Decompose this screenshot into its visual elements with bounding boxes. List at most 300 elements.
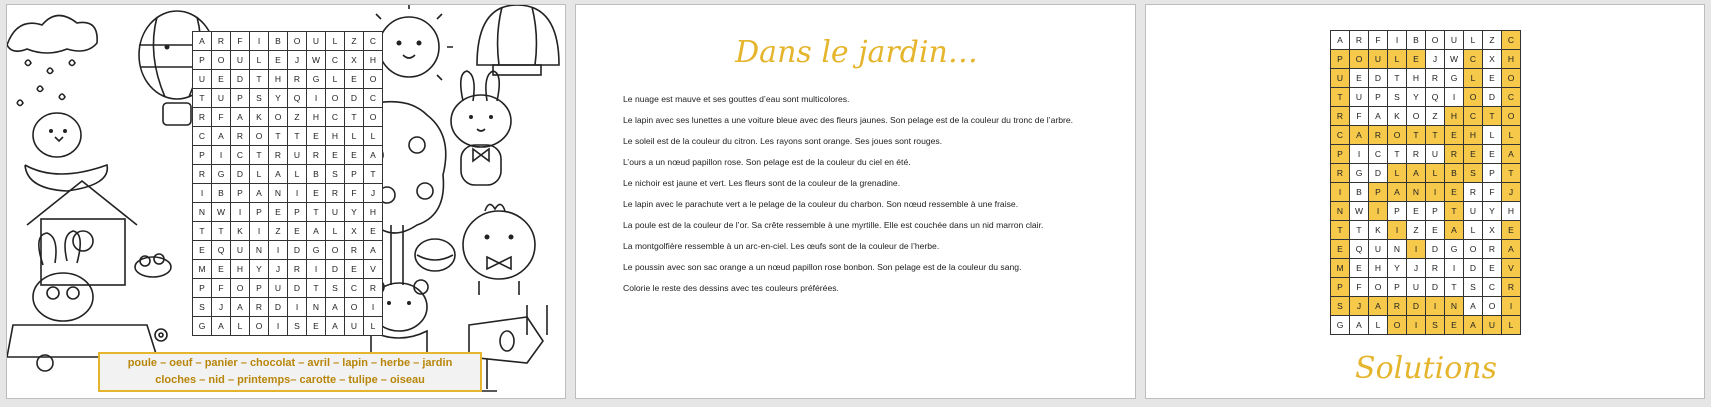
grid-cell: Y <box>345 203 364 222</box>
grid-cell: C <box>364 89 383 108</box>
grid-cell: O <box>326 241 345 260</box>
grid-cell: T <box>345 108 364 127</box>
grid-cell: E <box>1407 202 1426 221</box>
grid-cell: C <box>326 108 345 127</box>
grid-cell: E <box>307 127 326 146</box>
instruction-line: Colorie le reste des dessins avec tes couleurs préférées. <box>623 283 839 293</box>
instructions-page <box>575 4 1136 399</box>
grid-cell: L <box>1483 126 1502 145</box>
grid-cell: Z <box>1407 221 1426 240</box>
grid-cell: C <box>193 127 212 146</box>
grid-cell: C <box>364 32 383 51</box>
grid-cell: L <box>1464 221 1483 240</box>
grid-cell: N <box>193 203 212 222</box>
grid-cell: E <box>1407 50 1426 69</box>
grid-cell: Z <box>288 108 307 127</box>
grid-cell: Y <box>1388 259 1407 278</box>
grid-cell: U <box>1426 145 1445 164</box>
grid-cell: Y <box>1483 202 1502 221</box>
grid-cell: I <box>307 89 326 108</box>
grid-cell: R <box>250 298 269 317</box>
grid-cell: I <box>1388 31 1407 50</box>
grid-cell: T <box>1445 202 1464 221</box>
grid-cell: S <box>1331 297 1350 316</box>
grid-cell: U <box>1445 31 1464 50</box>
grid-cell: C <box>1483 278 1502 297</box>
grid-cell: E <box>288 222 307 241</box>
grid-cell: Q <box>1350 240 1369 259</box>
grid-cell: R <box>193 165 212 184</box>
grid-cell: P <box>1369 88 1388 107</box>
grid-cell: U <box>1369 240 1388 259</box>
grid-cell: R <box>193 108 212 127</box>
grid-cell: B <box>269 32 288 51</box>
grid-cell: T <box>1407 126 1426 145</box>
grid-cell: I <box>231 203 250 222</box>
grid-cell: A <box>364 241 383 260</box>
grid-cell: A <box>231 298 250 317</box>
grid-cell: B <box>307 165 326 184</box>
page-title: Dans le jardin… <box>735 35 978 70</box>
grid-cell: L <box>326 70 345 89</box>
grid-cell: A <box>1331 31 1350 50</box>
grid-cell: G <box>307 241 326 260</box>
grid-cell: D <box>269 298 288 317</box>
grid-cell: E <box>1483 259 1502 278</box>
grid-cell: X <box>1483 50 1502 69</box>
grid-cell: T <box>288 127 307 146</box>
grid-cell: U <box>1331 69 1350 88</box>
grid-cell: G <box>193 317 212 336</box>
grid-cell: J <box>1502 183 1521 202</box>
grid-cell: R <box>212 32 231 51</box>
grid-cell: U <box>345 317 364 336</box>
grid-cell: A <box>250 184 269 203</box>
grid-cell: E <box>1483 69 1502 88</box>
grid-cell: I <box>193 184 212 203</box>
grid-cell: A <box>1350 126 1369 145</box>
grid-cell: I <box>364 298 383 317</box>
grid-cell: E <box>364 222 383 241</box>
grid-cell: C <box>1369 145 1388 164</box>
grid-cell: C <box>1502 31 1521 50</box>
grid-cell: R <box>1331 107 1350 126</box>
grid-cell: L <box>364 317 383 336</box>
grid-cell: I <box>1502 297 1521 316</box>
grid-cell: A <box>269 165 288 184</box>
grid-cell: O <box>288 32 307 51</box>
grid-cell: U <box>307 32 326 51</box>
grid-cell: P <box>250 203 269 222</box>
instruction-line: Le soleil est de la couleur du citron. Les rayons sont orange. Ses joues sont rouges. <box>623 136 943 146</box>
grid-cell: O <box>212 51 231 70</box>
instruction-line: Le lapin avec ses lunettes a une voiture bleue avec des fleurs jaunes. Son pelage est de la couleur du tronc de l’arbre. <box>623 115 1074 125</box>
grid-cell: B <box>1407 31 1426 50</box>
grid-cell: X <box>345 51 364 70</box>
grid-cell: T <box>307 279 326 298</box>
word-list-box <box>98 352 482 392</box>
grid-cell: T <box>1426 126 1445 145</box>
grid-cell: T <box>1388 145 1407 164</box>
grid-cell: Z <box>345 32 364 51</box>
grid-cell: I <box>307 260 326 279</box>
grid-cell: H <box>326 127 345 146</box>
grid-cell: D <box>1426 278 1445 297</box>
instruction-line: L’ours a un nœud papillon rose. Son pelage est de la couleur du ciel en été. <box>623 157 911 167</box>
grid-cell: I <box>250 222 269 241</box>
grid-cell: P <box>1426 202 1445 221</box>
grid-cell: N <box>1445 297 1464 316</box>
grid-cell: H <box>364 51 383 70</box>
grid-cell: P <box>250 279 269 298</box>
grid-cell: L <box>1388 50 1407 69</box>
grid-cell: A <box>231 108 250 127</box>
grid-cell: R <box>1464 183 1483 202</box>
grid-cell: Y <box>269 89 288 108</box>
solutions-title: Solutions <box>1355 351 1497 386</box>
instruction-line: Le lapin avec le parachute vert a le pelage de la couleur du charbon. Son nœud ressemble à une fraise. <box>623 199 1019 209</box>
grid-cell: O <box>345 298 364 317</box>
grid-cell: P <box>193 279 212 298</box>
grid-cell: O <box>1464 88 1483 107</box>
grid-cell: N <box>269 184 288 203</box>
grid-cell: D <box>1369 164 1388 183</box>
grid-cell: I <box>1331 183 1350 202</box>
grid-cell: W <box>1445 50 1464 69</box>
grid-cell: B <box>1350 183 1369 202</box>
coloring-page <box>6 4 566 399</box>
grid-cell: A <box>212 317 231 336</box>
grid-cell: O <box>1502 107 1521 126</box>
grid-cell: I <box>250 32 269 51</box>
grid-cell: I <box>1407 240 1426 259</box>
grid-cell: U <box>288 146 307 165</box>
instruction-line: La poule est de la couleur de l’or. Sa crête ressemble à une myrtille. Elle est couchée dans un nid marron clair. <box>623 220 1044 230</box>
grid-cell: J <box>212 298 231 317</box>
grid-cell: R <box>288 260 307 279</box>
grid-cell: J <box>364 184 383 203</box>
grid-cell: I <box>1426 297 1445 316</box>
grid-cell: O <box>1483 297 1502 316</box>
grid-cell: J <box>1426 50 1445 69</box>
grid-cell: L <box>345 127 364 146</box>
grid-cell: L <box>1388 164 1407 183</box>
grid-cell: T <box>269 127 288 146</box>
grid-cell: R <box>1388 297 1407 316</box>
grid-cell: U <box>193 70 212 89</box>
grid-cell: E <box>345 70 364 89</box>
grid-cell: A <box>1464 297 1483 316</box>
grid-cell: U <box>1407 278 1426 297</box>
grid-cell: T <box>1331 221 1350 240</box>
grid-cell: J <box>1350 297 1369 316</box>
grid-cell: E <box>345 260 364 279</box>
grid-cell: U <box>231 241 250 260</box>
grid-cell: R <box>1502 278 1521 297</box>
grid-cell: I <box>269 241 288 260</box>
grid-cell: E <box>1502 221 1521 240</box>
grid-cell: A <box>1407 164 1426 183</box>
grid-cell: X <box>1483 221 1502 240</box>
grid-cell: S <box>288 317 307 336</box>
grid-cell: O <box>364 108 383 127</box>
grid-cell: E <box>1483 145 1502 164</box>
grid-cell: K <box>231 222 250 241</box>
grid-cell: Z <box>1483 31 1502 50</box>
grid-cell: B <box>212 184 231 203</box>
grid-cell: O <box>1502 69 1521 88</box>
grid-cell: O <box>231 279 250 298</box>
grid-cell: L <box>326 222 345 241</box>
grid-cell: R <box>288 70 307 89</box>
grid-cell: T <box>1350 221 1369 240</box>
grid-cell: M <box>1331 259 1350 278</box>
grid-cell: T <box>250 146 269 165</box>
grid-cell: T <box>364 165 383 184</box>
grid-cell: G <box>1331 316 1350 335</box>
grid-cell: K <box>1369 221 1388 240</box>
grid-cell: R <box>1407 145 1426 164</box>
grid-cell: D <box>231 165 250 184</box>
grid-cell: E <box>193 241 212 260</box>
grid-cell: A <box>1350 316 1369 335</box>
grid-cell: G <box>307 70 326 89</box>
grid-cell: A <box>1369 107 1388 126</box>
grid-cell: D <box>231 70 250 89</box>
grid-cell: D <box>1483 88 1502 107</box>
grid-cell: L <box>250 165 269 184</box>
grid-cell: U <box>326 203 345 222</box>
grid-cell: P <box>193 51 212 70</box>
grid-cell: L <box>326 32 345 51</box>
grid-cell: R <box>1445 145 1464 164</box>
grid-cell: F <box>1369 31 1388 50</box>
grid-cell: G <box>1445 240 1464 259</box>
grid-cell: P <box>1331 50 1350 69</box>
grid-cell: E <box>1445 126 1464 145</box>
grid-cell: E <box>307 184 326 203</box>
grid-cell: L <box>1502 316 1521 335</box>
grid-cell: H <box>1407 69 1426 88</box>
grid-cell: C <box>1464 50 1483 69</box>
word-list-line-2: cloches – nid – printemps– carotte – tulipe – oiseau <box>155 374 425 386</box>
grid-cell: U <box>212 89 231 108</box>
grid-cell: A <box>193 32 212 51</box>
grid-cell: U <box>1369 50 1388 69</box>
word-list-line-1: poule – oeuf – panier – chocolat – avril – lapin – herbe – jardin <box>127 357 453 369</box>
grid-cell: U <box>1350 88 1369 107</box>
grid-cell: T <box>1331 88 1350 107</box>
grid-cell: V <box>1502 259 1521 278</box>
chick-with-bowtie-icon <box>463 204 535 295</box>
raindrops-icon <box>17 60 75 106</box>
grid-cell: E <box>269 203 288 222</box>
grid-cell: D <box>1369 69 1388 88</box>
grid-cell: L <box>1464 69 1483 88</box>
grid-cell: L <box>231 317 250 336</box>
cloud-icon <box>7 15 97 53</box>
solution-grid <box>1330 30 1521 335</box>
grid-cell: G <box>1445 69 1464 88</box>
grid-cell: N <box>1331 202 1350 221</box>
grid-cell: I <box>1388 221 1407 240</box>
grid-cell: E <box>1464 145 1483 164</box>
grid-cell: I <box>1445 259 1464 278</box>
grid-cell: S <box>193 298 212 317</box>
grid-cell: S <box>1426 316 1445 335</box>
grid-cell: J <box>1407 259 1426 278</box>
grid-cell: H <box>1445 107 1464 126</box>
grid-cell: P <box>231 89 250 108</box>
grid-cell: L <box>1464 31 1483 50</box>
grid-cell: H <box>1502 50 1521 69</box>
grid-cell: L <box>1426 164 1445 183</box>
grid-cell: S <box>1388 88 1407 107</box>
bunny-with-bowtie-icon <box>451 71 511 185</box>
grid-cell: P <box>288 203 307 222</box>
grid-cell: K <box>1388 107 1407 126</box>
grid-cell: F <box>231 32 250 51</box>
grid-cell: A <box>307 222 326 241</box>
grid-cell: I <box>288 184 307 203</box>
grid-cell: Z <box>269 222 288 241</box>
grid-cell: P <box>1388 278 1407 297</box>
grid-cell: S <box>1464 164 1483 183</box>
grid-cell: S <box>326 279 345 298</box>
grid-cell: E <box>1445 183 1464 202</box>
grid-cell: A <box>1502 240 1521 259</box>
grid-cell: W <box>1350 202 1369 221</box>
grid-cell: H <box>1502 202 1521 221</box>
grid-cell: T <box>250 70 269 89</box>
grid-cell: O <box>364 70 383 89</box>
grid-cell: F <box>212 279 231 298</box>
grid-cell: O <box>1388 316 1407 335</box>
grid-cell: U <box>269 279 288 298</box>
grid-cell: I <box>288 298 307 317</box>
grid-cell: I <box>269 317 288 336</box>
grid-cell: R <box>345 241 364 260</box>
grid-cell: T <box>193 89 212 108</box>
grid-cell: E <box>1426 221 1445 240</box>
grid-cell: R <box>231 127 250 146</box>
grid-cell: O <box>1426 31 1445 50</box>
grid-cell: D <box>1426 240 1445 259</box>
hen-in-nest-icon <box>25 113 107 191</box>
grid-cell: O <box>1369 278 1388 297</box>
word-search-grid <box>192 31 383 336</box>
grid-cell: L <box>288 165 307 184</box>
grid-cell: S <box>250 89 269 108</box>
grid-cell: F <box>212 108 231 127</box>
grid-cell: O <box>326 89 345 108</box>
grid-cell: E <box>212 70 231 89</box>
grid-cell: N <box>1407 183 1426 202</box>
grid-cell: O <box>1464 240 1483 259</box>
grid-cell: P <box>345 165 364 184</box>
grid-cell: X <box>345 222 364 241</box>
grid-cell: J <box>269 260 288 279</box>
grid-cell: T <box>212 222 231 241</box>
grid-cell: I <box>1407 316 1426 335</box>
grid-cell: H <box>1369 259 1388 278</box>
grid-cell: C <box>1331 126 1350 145</box>
grid-cell: Q <box>212 241 231 260</box>
grid-cell: R <box>269 146 288 165</box>
grid-cell: R <box>1483 240 1502 259</box>
grid-cell: T <box>1445 278 1464 297</box>
grid-cell: I <box>1426 183 1445 202</box>
grid-cell: L <box>250 51 269 70</box>
grid-cell: A <box>1388 183 1407 202</box>
grid-cell: L <box>1369 316 1388 335</box>
grid-cell: C <box>1502 88 1521 107</box>
grid-cell: P <box>1388 202 1407 221</box>
grid-cell: G <box>212 165 231 184</box>
grid-cell: A <box>364 146 383 165</box>
grid-cell: K <box>250 108 269 127</box>
coloring-instructions <box>623 93 1093 303</box>
grid-cell: J <box>288 51 307 70</box>
grid-cell: R <box>307 146 326 165</box>
grid-cell: A <box>1369 297 1388 316</box>
grid-cell: G <box>1350 164 1369 183</box>
grid-cell: T <box>1483 107 1502 126</box>
grid-cell: E <box>1445 316 1464 335</box>
grid-cell: O <box>269 108 288 127</box>
grid-cell: E <box>212 260 231 279</box>
grid-cell: N <box>1388 240 1407 259</box>
grid-cell: O <box>250 127 269 146</box>
grid-cell: P <box>1369 183 1388 202</box>
grid-cell: I <box>212 146 231 165</box>
instruction-line: Le nuage est mauve et ses gouttes d’eau sont multicolores. <box>623 94 850 104</box>
bunny-in-car-icon <box>7 231 157 371</box>
grid-cell: I <box>1350 145 1369 164</box>
grid-cell: D <box>326 260 345 279</box>
grid-cell: D <box>1407 297 1426 316</box>
grid-cell: H <box>231 260 250 279</box>
grid-cell: R <box>1350 31 1369 50</box>
grid-cell: T <box>1502 164 1521 183</box>
grid-cell: R <box>1426 259 1445 278</box>
grid-cell: E <box>1350 259 1369 278</box>
grid-cell: P <box>231 184 250 203</box>
grid-cell: M <box>193 260 212 279</box>
grid-cell: A <box>1464 316 1483 335</box>
grid-cell: R <box>364 279 383 298</box>
egg-basket-icon <box>415 239 455 271</box>
grid-cell: O <box>1407 107 1426 126</box>
grid-cell: C <box>231 146 250 165</box>
grid-cell: F <box>1350 278 1369 297</box>
grid-cell: L <box>1502 126 1521 145</box>
grid-cell: N <box>250 241 269 260</box>
grid-cell: Q <box>288 89 307 108</box>
grid-cell: F <box>1350 107 1369 126</box>
grid-cell: A <box>1445 221 1464 240</box>
grid-cell: C <box>1464 107 1483 126</box>
grid-cell: H <box>269 70 288 89</box>
grid-cell: E <box>1331 240 1350 259</box>
grid-cell: U <box>1464 202 1483 221</box>
grid-cell: A <box>326 298 345 317</box>
grid-cell: P <box>193 146 212 165</box>
birdhouse-icon <box>27 181 137 285</box>
grid-cell: L <box>364 127 383 146</box>
grid-cell: E <box>269 51 288 70</box>
grid-cell: B <box>1445 164 1464 183</box>
